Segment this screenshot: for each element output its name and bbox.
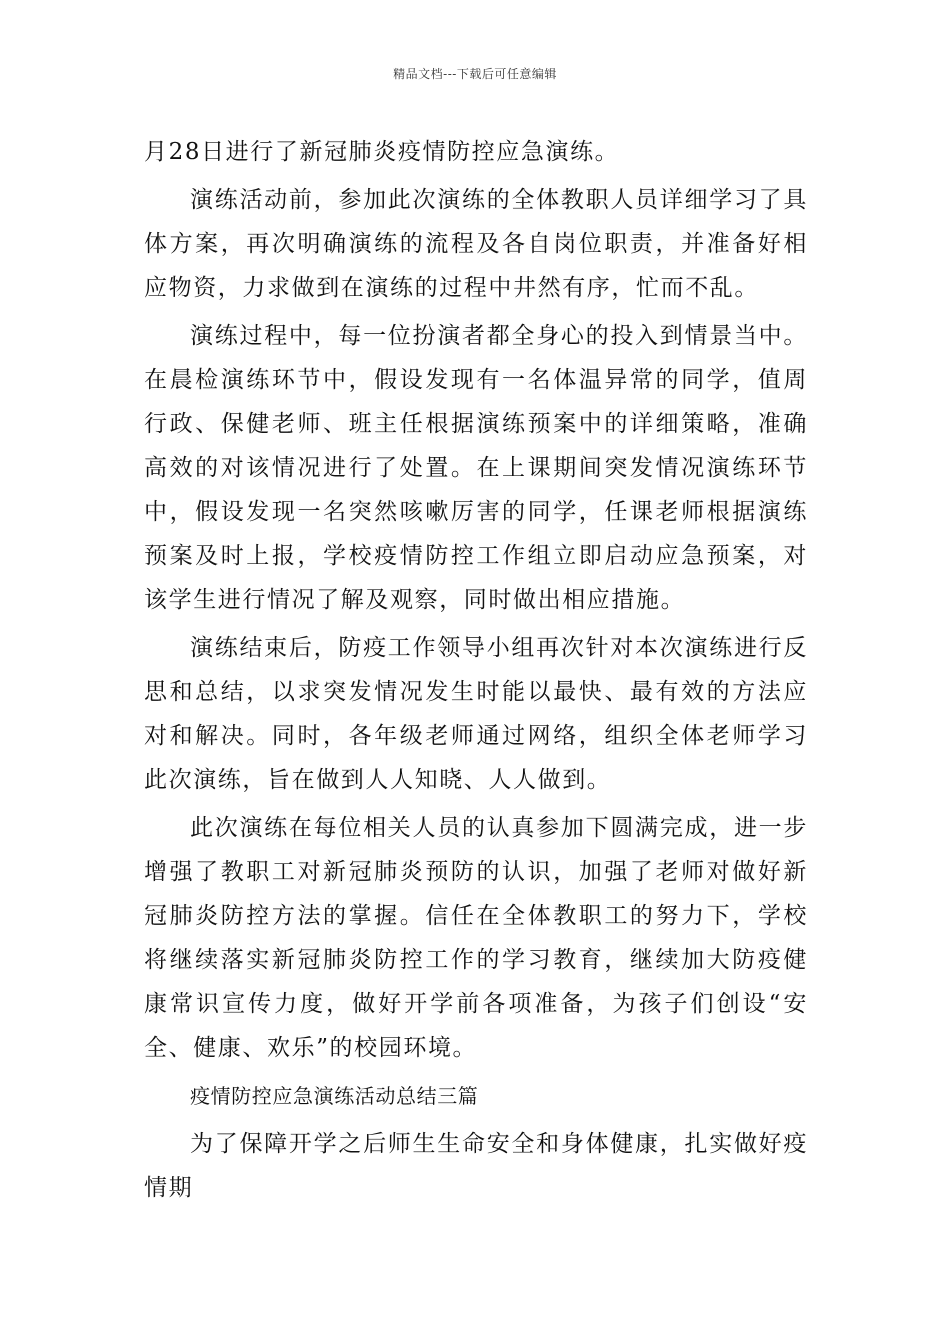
document-body	[144, 130, 808, 1214]
paragraph: 演练过程中，每一位扮演者都全身心的投入到情景当中。在晨检演练环节中，假设发现有一名体温异常的同学，值周行政、保健老师、班主任根据演练预案中的详细策略，准确高效的对该情况进行了处置。在上课期间突发情况演练环节中，假设发现一名突然咳嗽厉害的同学，任课老师根据演练预案及时上报，学校疫情防控工作组立即启动应急预案，对该学生进行情况了解及观察，同时做出相应措施。	[144, 323, 808, 613]
paragraph: 演练结束后，防疫工作领导小组再次针对本次演练进行反思和总结，以求突发情况发生时能以最快、最有效的方法应对和解决。同时，各年级老师通过网络，组织全体老师学习此次演练，旨在做到人人知晓、人人做到。	[144, 635, 808, 793]
page-header: 精品文档---下载后可任意编辑	[393, 67, 557, 81]
paragraph: 为了保障开学之后师生生命安全和身体健康，扎实做好疫情期	[144, 1131, 808, 1201]
paragraph: 此次演练在每位相关人员的认真参加下圆满完成，进一步增强了教职工对新冠肺炎预防的认识，加强了老师对做好新冠肺炎防控方法的掌握。信任在全体教职工的努力下，学校将继续落实新冠肺炎防控工作的学习教育，继续加大防疫健康常识宣传力度，做好开学前各项准备，为孩子们创设“安全、健康、欢乐”的校园环境。	[144, 815, 808, 1061]
paragraph: 演练活动前，参加此次演练的全体教职人员详细学习了具体方案，再次明确演练的流程及各自岗位职责，并准备好相应物资，力求做到在演练的过程中井然有序，忙而不乱。	[144, 187, 808, 301]
paragraph: 月28日进行了新冠肺炎疫情防控应急演练。	[144, 139, 620, 165]
section-heading: 疫情防控应急演练活动总结三篇	[190, 1084, 479, 1108]
